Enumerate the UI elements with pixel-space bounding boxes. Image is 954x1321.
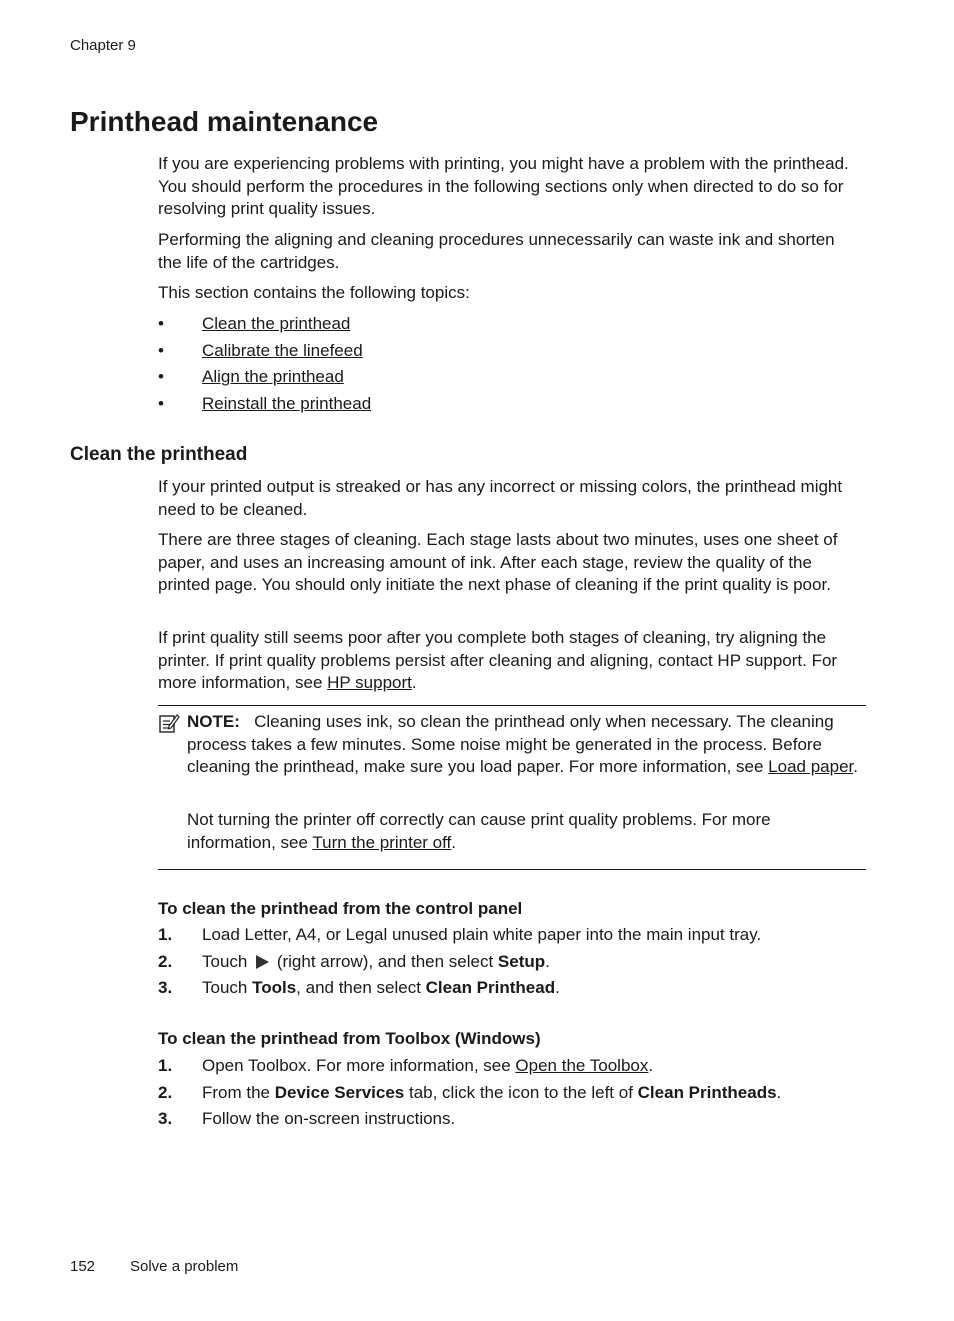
control-panel-heading: To clean the printhead from the control panel [158, 899, 523, 918]
link-hp-support[interactable]: HP support [327, 673, 412, 692]
list-item [158, 340, 858, 367]
period: . [545, 951, 550, 971]
period: . [776, 1082, 782, 1102]
list-item [158, 951, 858, 978]
footer-section-title: Solve a problem [130, 1258, 239, 1275]
toolbox-steps [158, 1055, 858, 1135]
period: . [648, 1056, 654, 1075]
clean-paragraph-3 [158, 627, 858, 695]
step-number: 1. [158, 925, 173, 944]
intro-paragraph-2: Performing the aligning and cleaning procedures unnecessarily can waste ink and shorten the life of the cartridges. [158, 230, 835, 272]
note-paragraph-1 [187, 711, 859, 779]
section-heading-clean: Clean the printhead [70, 444, 248, 465]
toolbox-heading: To clean the printhead from Toolbox (Windows) [158, 1029, 541, 1048]
page-title: Printhead maintenance [70, 106, 379, 137]
period: . [853, 757, 858, 776]
link-turn-printer-off[interactable]: Turn the printer off [312, 832, 452, 852]
list-item [158, 977, 858, 1004]
list-item [158, 924, 858, 951]
note-paragraph-2 [187, 809, 859, 854]
step-number: 2. [158, 1082, 173, 1102]
step-number: 1. [158, 1056, 173, 1075]
note-label: NOTE: [187, 712, 240, 731]
link-load-paper[interactable]: Load paper [768, 757, 854, 776]
step-text [202, 977, 560, 999]
step-number: 3. [158, 978, 173, 997]
period: . [555, 978, 560, 997]
note-icon [158, 712, 180, 734]
page-number: 152 [70, 1258, 96, 1275]
list-item [158, 1108, 858, 1135]
chapter-header: Chapter 9 [70, 37, 136, 54]
period: . [451, 832, 457, 852]
list-item [158, 393, 858, 420]
list-item [158, 366, 858, 393]
clean-paragraph-2: There are three stages of cleaning. Each stage lasts about two minutes, uses one sheet of paper, and uses an increasing amount of ink. After each stage, review the quality of the printed page. You should only initiate the next phase of cleaning if the print quality is poor. [158, 530, 838, 594]
note-bottom-rule [158, 869, 866, 870]
link-reinstall-printhead[interactable]: Reinstall the printhead [202, 393, 372, 413]
link-align-printhead[interactable]: Align the printhead [202, 367, 344, 386]
list-item [158, 313, 858, 340]
step-text [202, 951, 550, 973]
link-calibrate-linefeed[interactable]: Calibrate the linefeed [202, 340, 363, 360]
link-clean-printhead[interactable]: Clean the printhead [202, 314, 351, 333]
step-text: Load Letter, A4, or Legal unused plain white paper into the main input tray. [202, 925, 762, 944]
step-text-part: , and then select [296, 978, 426, 997]
step-text-part: (right arrow), and then select [272, 951, 498, 971]
list-item [158, 1055, 858, 1082]
list-item [158, 1082, 858, 1109]
step-text-part: Touch [202, 951, 253, 971]
setup-label: Setup [497, 951, 546, 971]
clean-paragraph-3-text: If print quality still seems poor after you complete both stages of cleaning, try aligning the printer. If print quality problems persist after cleaning and aligning, contact HP support. For more information, see [158, 628, 838, 692]
step-text-part: tab, click the icon to the left of [404, 1082, 638, 1102]
period: . [411, 673, 417, 692]
bullet: • [158, 340, 164, 360]
step-number: 2. [158, 951, 173, 971]
clean-paragraph-1: If your printed output is streaked or has any incorrect or missing colors, the printhead might need to be cleaned. [158, 477, 843, 519]
note-text: Cleaning uses ink, so clean the printhead only when necessary. The cleaning process takes a few minutes. Some noise might be generated in the process. Before cleaning the printhead, make sure you load paper. For more information, see [187, 712, 834, 776]
tools-label: Tools [252, 978, 297, 997]
intro-paragraph-1: If you are experiencing problems with printing, you might have a problem with the printhead. You should perform the procedures in the following sections only when directed to do so for resolving print quality issues. [158, 154, 849, 218]
right-arrow-icon [256, 955, 269, 969]
note-top-rule [158, 705, 866, 706]
step-text-part: Touch [202, 978, 253, 997]
bullet: • [158, 314, 164, 333]
control-panel-steps [158, 924, 858, 1004]
link-open-toolbox[interactable]: Open the Toolbox [515, 1056, 649, 1075]
step-number: 3. [158, 1109, 173, 1128]
device-services-label: Device Services [274, 1082, 405, 1102]
intro-paragraph-3: This section contains the following topics: [158, 283, 470, 302]
step-text [202, 1055, 653, 1077]
step-text: Follow the on-screen instructions. [202, 1109, 456, 1128]
step-text-part: Open Toolbox. For more information, see [202, 1056, 516, 1075]
clean-printheads-label: Clean Printheads [637, 1082, 777, 1102]
step-text-part: From the [202, 1082, 275, 1102]
bullet: • [158, 393, 164, 413]
clean-printhead-label: Clean Printhead [425, 978, 556, 997]
bullet: • [158, 367, 164, 386]
step-text [202, 1082, 781, 1104]
topics-list [158, 313, 858, 419]
note-text-2: Not turning the printer off correctly can cause print quality problems. For more information, see [187, 810, 771, 852]
